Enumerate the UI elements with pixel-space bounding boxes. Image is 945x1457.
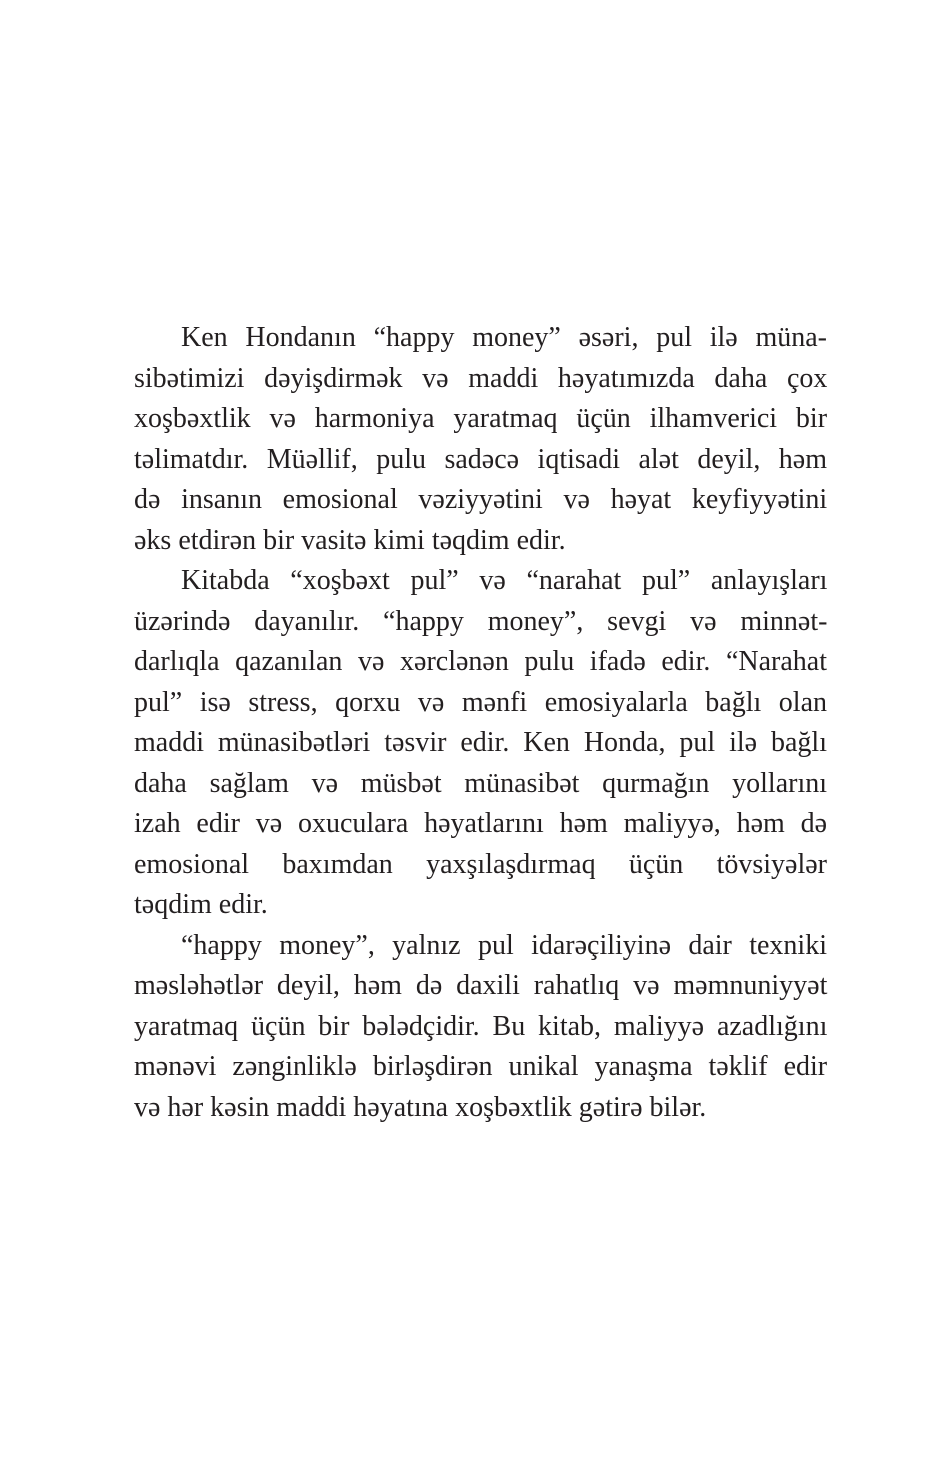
text-line: daha sağlam və müsbət münasibət qurmağın yollarını: [134, 767, 827, 799]
text-line: izah edir və oxuculara həyatlarını həm maliyyə, həm də: [134, 808, 827, 839]
text-line: əks etdirən bir vasitə kimi təqdim edir.: [134, 524, 566, 556]
text-line: də insanın emosional vəziyyətini və həyat keyfiyyətini: [134, 484, 828, 515]
paragraph-2: [134, 561, 827, 926]
text-line: mənəvi zənginliklə birləşdirən unikal yanaşma təklif edir: [134, 1051, 828, 1082]
text-line: xoşbəxtlik və harmoniya yaratmaq üçün ilhamverici bir: [134, 403, 828, 434]
body-text: [134, 318, 827, 1128]
text-line: yaratmaq üçün bir bələdçidir. Bu kitab, maliyyə azadlığını: [134, 1010, 828, 1042]
text-line: emosional baxımdan yaxşılaşdırmaq üçün tövsiyələr: [134, 848, 827, 880]
text-line: Kitabda “xoşbəxt pul” və “narahat pul” anlayışları: [181, 565, 828, 596]
text-line: təlimatdır. Müəllif, pulu sadəcə iqtisadi alət deyil, həm: [134, 443, 827, 475]
text-line: “happy money”, yalnız pul idarəçiliyinə dair texniki: [181, 929, 827, 961]
text-line: pul” isə stress, qorxu və mənfi emosiyalarla bağlı olan: [134, 686, 827, 718]
text-line: məsləhətlər deyil, həm də daxili rahatlıq və məmnuniyyət: [134, 970, 828, 1001]
paragraph-1: [134, 318, 827, 561]
text-line: maddi münasibətləri təsvir edir. Ken Honda, pul ilə bağlı: [134, 727, 827, 758]
text-line: təqdim edir.: [134, 889, 268, 920]
text-line: və hər kəsin maddi həyatına xoşbəxtlik gətirə bilər.: [134, 1091, 707, 1123]
paragraph-3: [134, 926, 827, 1129]
text-line: üzərində dayanılır. “happy money”, sevgi və minnət-: [134, 605, 828, 637]
text-line: sibətimizi dəyişdirmək və maddi həyatımızda daha çox: [134, 362, 828, 394]
text-line: Ken Hondanın “happy money” əsəri, pul ilə müna-: [181, 322, 827, 353]
text-line: darlıqla qazanılan və xərclənən pulu ifadə edir. “Narahat: [134, 646, 827, 677]
